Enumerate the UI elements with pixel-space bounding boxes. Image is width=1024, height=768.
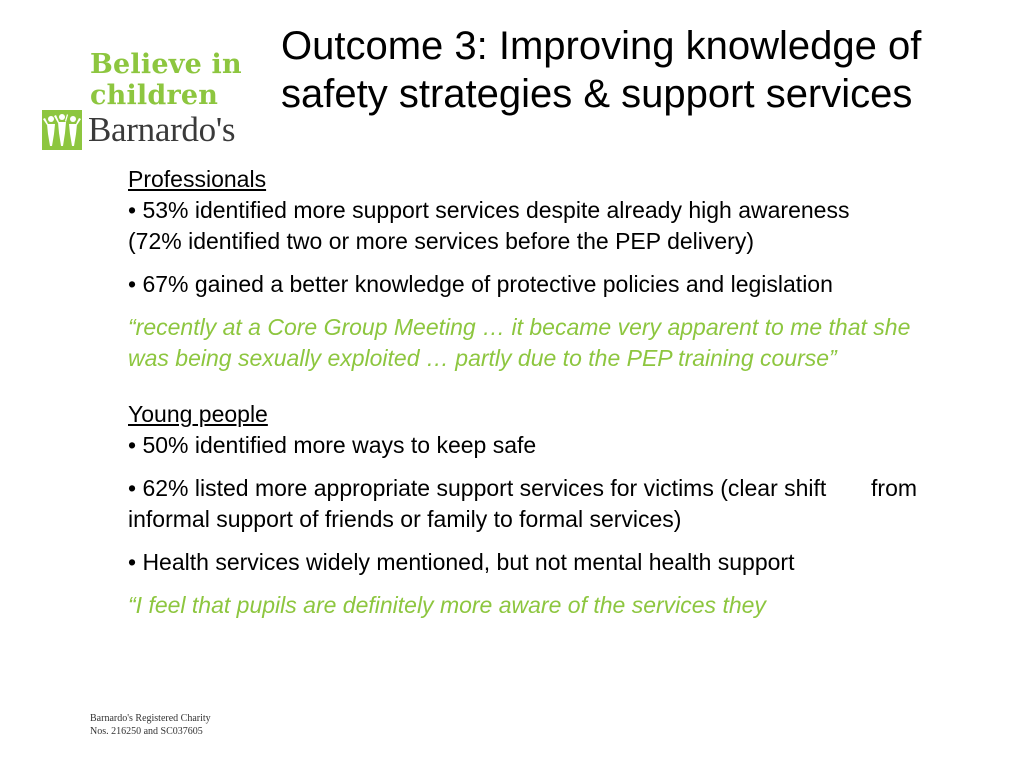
footer-line-2: Nos. 216250 and SC037605 [90,726,203,737]
professionals-heading: Professionals [128,166,267,192]
logo-brand-name: Barnardo's [88,110,236,149]
young-people-bullet-1: • 50% identified more ways to keep safe [128,432,537,458]
footer-line-1: Barnardo's Registered Charity [90,713,211,724]
young-people-heading: Young people [128,401,268,427]
slide-body [128,164,948,621]
professionals-bullet-2: • 67% gained a better knowledge of protective policies and legislation [128,271,833,297]
professionals-quote: “recently at a Core Group Meeting … it became very apparent to me that she was being sexually exploited … partly due to the PEP training course” [128,314,911,371]
young-people-quote: “I feel that pupils are definitely more aware of the services they [128,592,766,618]
young-people-bullet-3: • Health services widely mentioned, but not mental health support [128,549,795,575]
charity-registration-footer [90,712,290,738]
professionals-bullet-1: • 53% identified more support services despite already high awareness (72% identified two or more services before the PEP delivery) [128,197,901,254]
barnardos-figures-icon [42,110,82,150]
barnardos-logo [40,48,270,158]
young-people-bullet-2: • 62% listed more appropriate support services for victims (clear shift from informal support of friends or family to formal services) [128,475,924,532]
logo-tagline-line2: children [90,80,219,111]
logo-tagline-line1: Believe in [90,49,242,80]
slide-title: Outcome 3: Improving knowledge of safety strategies & support services [281,24,922,116]
